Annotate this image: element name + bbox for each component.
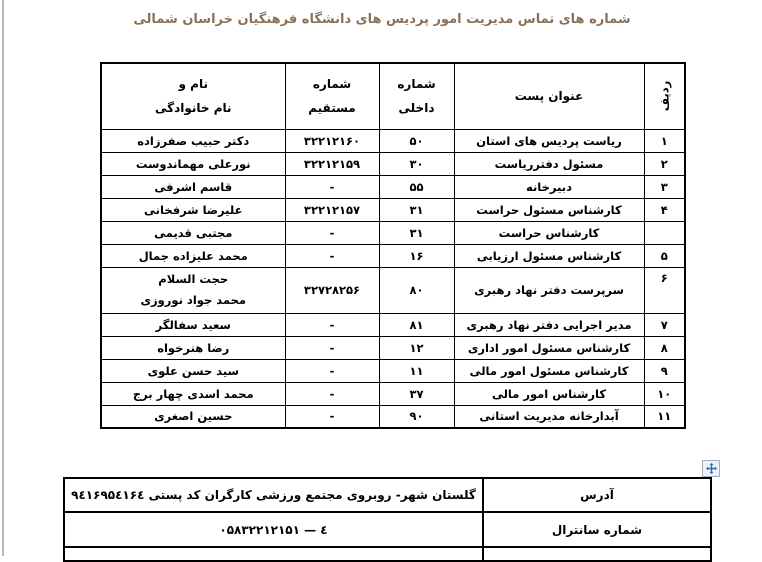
direct-number-cell: - — [285, 221, 379, 244]
internal-number-cell: ۳۰ — [379, 152, 454, 175]
name-cell: سعید سفالگر — [101, 313, 285, 336]
name-cell: دکتر حبیب صفرزاده — [101, 129, 285, 152]
row-number-cell: ۵ — [644, 244, 685, 267]
direct-number-cell: - — [285, 359, 379, 382]
header-direct-number: شماره مستقیم — [285, 63, 379, 129]
name-cell: نورعلی مهماندوست — [101, 152, 285, 175]
direct-number-cell: ۳۲۲۱۲۱۵۷ — [285, 198, 379, 221]
internal-number-cell: ۳۱ — [379, 221, 454, 244]
post-title-cell: کارشناس حراست — [454, 221, 644, 244]
post-title-cell: کارشناس امور مالی — [454, 382, 644, 405]
direct-number-cell: - — [285, 336, 379, 359]
name-cell: مجتبی قدیمی — [101, 221, 285, 244]
name-cell: محمد اسدی چهار برج — [101, 382, 285, 405]
post-title-cell: کارشناس مسئول حراست — [454, 198, 644, 221]
row-number-cell: ۱۰ — [644, 382, 685, 405]
cropped-row — [64, 547, 711, 561]
table-row — [101, 267, 685, 313]
post-title-cell: آبدارخانه مدیریت استانی — [454, 405, 644, 428]
table-row — [101, 129, 685, 152]
row-number-cell: ۲ — [644, 152, 685, 175]
table-row — [101, 405, 685, 428]
centrale-label: شماره سانترال — [483, 512, 711, 547]
address-row — [64, 478, 711, 512]
internal-number-cell: ۱۶ — [379, 244, 454, 267]
internal-number-cell: ۸۰ — [379, 267, 454, 313]
internal-number-cell: ۸۱ — [379, 313, 454, 336]
table-row — [101, 221, 685, 244]
direct-number-cell: - — [285, 405, 379, 428]
internal-number-cell: ۵۰ — [379, 129, 454, 152]
table-row — [101, 152, 685, 175]
name-cell: علیرضا شرفخانی — [101, 198, 285, 221]
name-cell: سید حسن علوی — [101, 359, 285, 382]
row-number-cell: ۹ — [644, 359, 685, 382]
internal-number-cell: ۱۲ — [379, 336, 454, 359]
internal-number-cell: ۹۰ — [379, 405, 454, 428]
contacts-table-body — [101, 129, 685, 428]
centrale-value — [64, 512, 483, 547]
header-post-title: عنوان پست — [454, 63, 644, 129]
post-title-cell: دبیرخانه — [454, 175, 644, 198]
name-cell: رضا هنرخواه — [101, 336, 285, 359]
header-row-number-label: ردیف — [657, 80, 672, 112]
table-row — [101, 313, 685, 336]
table-row — [101, 359, 685, 382]
four-way-arrow-icon — [706, 463, 717, 474]
table-move-handle-icon[interactable] — [702, 460, 720, 477]
post-title-cell: مسئول دفترریاست — [454, 152, 644, 175]
name-cell: قاسم اشرفی — [101, 175, 285, 198]
internal-number-cell: ۳۱ — [379, 198, 454, 221]
direct-number-cell: - — [285, 244, 379, 267]
row-number-cell: ۱۱ — [644, 405, 685, 428]
direct-number-cell: - — [285, 313, 379, 336]
page-title: شماره های تماس مدیریت امور پردیس های دانشگاه فرهنگیان خراسان شمالی — [133, 12, 631, 27]
post-title-cell: کارشناس مسئول امور اداری — [454, 336, 644, 359]
header-row-number — [644, 63, 685, 129]
name-cell: حسین اصغری — [101, 405, 285, 428]
internal-number-cell: ۵۵ — [379, 175, 454, 198]
direct-number-cell: ۳۲۷۲۸۲۵۶ — [285, 267, 379, 313]
post-title-cell: مدیر اجرایی دفتر نهاد رهبری — [454, 313, 644, 336]
post-title-cell: کارشناس مسئول امور مالی — [454, 359, 644, 382]
name-cell: محمد علیزاده جمال — [101, 244, 285, 267]
direct-number-cell: ۳۲۲۱۲۱۵۹ — [285, 152, 379, 175]
table-row — [101, 336, 685, 359]
post-title-cell: ریاست پردیس های استان — [454, 129, 644, 152]
table-row — [101, 198, 685, 221]
header-row — [101, 63, 685, 129]
row-number-cell: ۳ — [644, 175, 685, 198]
post-title-cell: کارشناس مسئول ارزیابی — [454, 244, 644, 267]
address-value: گلستان شهر- روبروی مجتمع ورزشی کارگران کد پستی ۹٤۱۶۹۵٤۱۶٤ — [64, 478, 483, 512]
header-full-name: نام و نام خانوادگی — [101, 63, 285, 129]
table-row — [101, 244, 685, 267]
row-number-cell: ۴ — [644, 198, 685, 221]
name-cell: حجت السلام محمد جواد نوروزی — [101, 267, 285, 313]
direct-number-cell: - — [285, 382, 379, 405]
internal-number-cell: ۳۷ — [379, 382, 454, 405]
internal-number-cell: ۱۱ — [379, 359, 454, 382]
row-number-cell — [644, 221, 685, 244]
row-number-cell: ۸ — [644, 336, 685, 359]
header-internal-number: شماره داخلی — [379, 63, 454, 129]
row-number-cell: ۱ — [644, 129, 685, 152]
footer-info-table — [63, 477, 712, 562]
post-title-cell: سرپرست دفتر نهاد رهبری — [454, 267, 644, 313]
centrale-row — [64, 512, 711, 547]
page-edge-divider — [2, 0, 4, 556]
contacts-table — [100, 62, 686, 429]
row-number-cell: ۷ — [644, 313, 685, 336]
centrale-number: ۰۵۸۳۲۲۱۲۱۵۱ — ٤ — [219, 522, 328, 537]
table-row — [101, 382, 685, 405]
row-number-cell: ۶ — [644, 267, 685, 313]
direct-number-cell: - — [285, 175, 379, 198]
direct-number-cell: ۳۲۲۱۲۱۶۰ — [285, 129, 379, 152]
address-label: آدرس — [483, 478, 711, 512]
table-row — [101, 175, 685, 198]
